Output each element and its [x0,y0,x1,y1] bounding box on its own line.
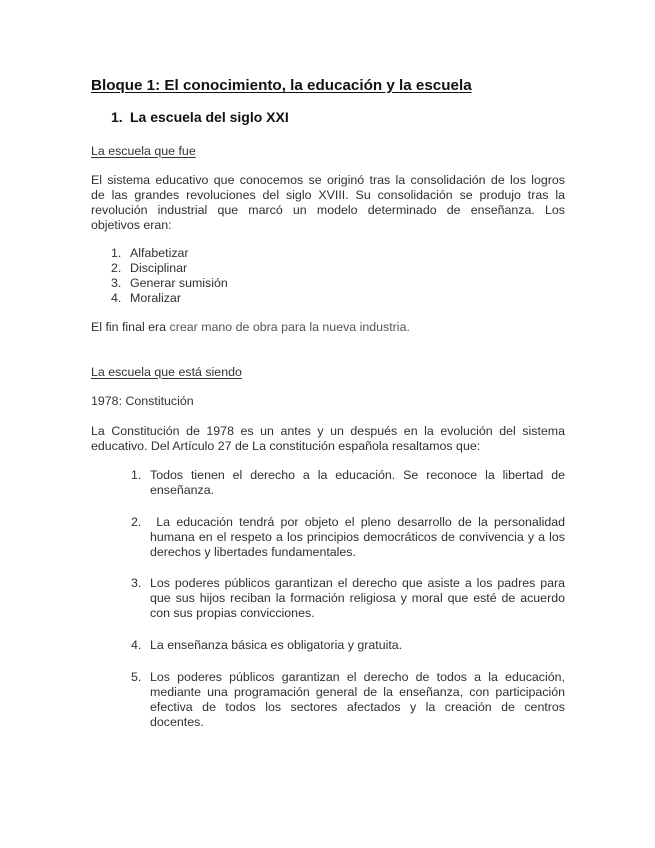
article-line: Los poderes públicos garantizan el derecho de todos a la educación, [150,670,565,684]
paragraph-line: revolución industrial que marcó un modelo determinado de enseñanza. Los [91,203,565,217]
article-number: 3. [131,576,142,590]
article-line: efectiva de todos los sectores afectados y la creación de centros [150,700,565,714]
list-text: Alfabetizar [130,246,189,260]
paragraph-line: de las grandes revoluciones del siglo XVIII. Su consolidación se produjo tras la [91,188,565,202]
article-line: mediante una programación general de la enseñanza, con participación [150,685,565,699]
block-title: Bloque 1: El conocimiento, la educación y la escuela [91,77,472,94]
article-line: que sus hijos reciban la formación religiosa y moral que esté de acuerdo [150,591,565,605]
article-text [150,468,565,498]
article-item [131,670,565,730]
paragraph-constitucion [91,424,565,454]
article-number: 2. [131,515,142,529]
list-number: 3. [111,276,122,290]
article-line: La educación tendrá por objeto el pleno desarrollo de la personalidad [150,515,565,529]
list-number: 2. [111,261,122,275]
list-text: Generar sumisión [130,276,228,290]
article-item [131,515,565,560]
list-text: Disciplinar [130,261,188,275]
article-item [131,576,565,621]
paragraph-line: La Constitución de 1978 es un antes y un después en la evolución del sistema [91,424,565,438]
list-item [111,291,228,306]
list-item [111,246,228,261]
section-title [111,110,289,125]
article-line: Los poderes públicos garantizan el derecho que asiste a los padres para [150,576,565,590]
list-number: 4. [111,291,122,305]
section-number: 1. [111,109,123,125]
article-text [150,576,565,621]
list-text: Moralizar [130,291,181,305]
article-item [131,468,565,498]
article-line: docentes. [150,715,204,729]
closing-highlight: crear mano de obra para la nueva industria. [169,320,410,334]
paragraph-line: educativo. Del Artículo 27 de La constitución española resaltamos que: [91,439,481,453]
article-line: La enseñanza básica es obligatoria y gratuita. [150,638,403,652]
article-line: Todos tienen el derecho a la educación. Se reconoce la libertad de [150,468,565,482]
article-item [131,638,565,653]
article-line: enseñanza. [150,483,215,497]
subheading-constitucion: 1978: Constitución [91,394,194,408]
list-item [111,276,228,291]
article-text [150,515,565,560]
closing-sentence [91,320,410,335]
article-line: con sus propias convicciones. [150,606,315,620]
section-title-text: La escuela del siglo XXI [130,109,289,125]
heading-escuela-que-esta-siendo: La escuela que está siendo [91,365,242,379]
objectives-list [111,246,228,306]
article-text [150,670,565,730]
list-number: 1. [111,246,122,260]
paragraph-line: objetivos eran: [91,218,172,232]
list-item [111,261,228,276]
article-line: humana en el respeto a los principios democráticos de convivencia y a los [150,530,565,544]
closing-prefix: El fin final era [91,320,170,334]
article-text [150,638,565,653]
article-line: derechos y libertades fundamentales. [150,545,356,559]
article-number: 1. [131,468,142,482]
paragraph-escuela-que-fue [91,173,565,233]
article-number: 5. [131,670,142,684]
article-number: 4. [131,638,142,652]
paragraph-line: El sistema educativo que conocemos se originó tras la consolidación de los logros [91,173,565,187]
heading-escuela-que-fue: La escuela que fue [91,144,196,158]
